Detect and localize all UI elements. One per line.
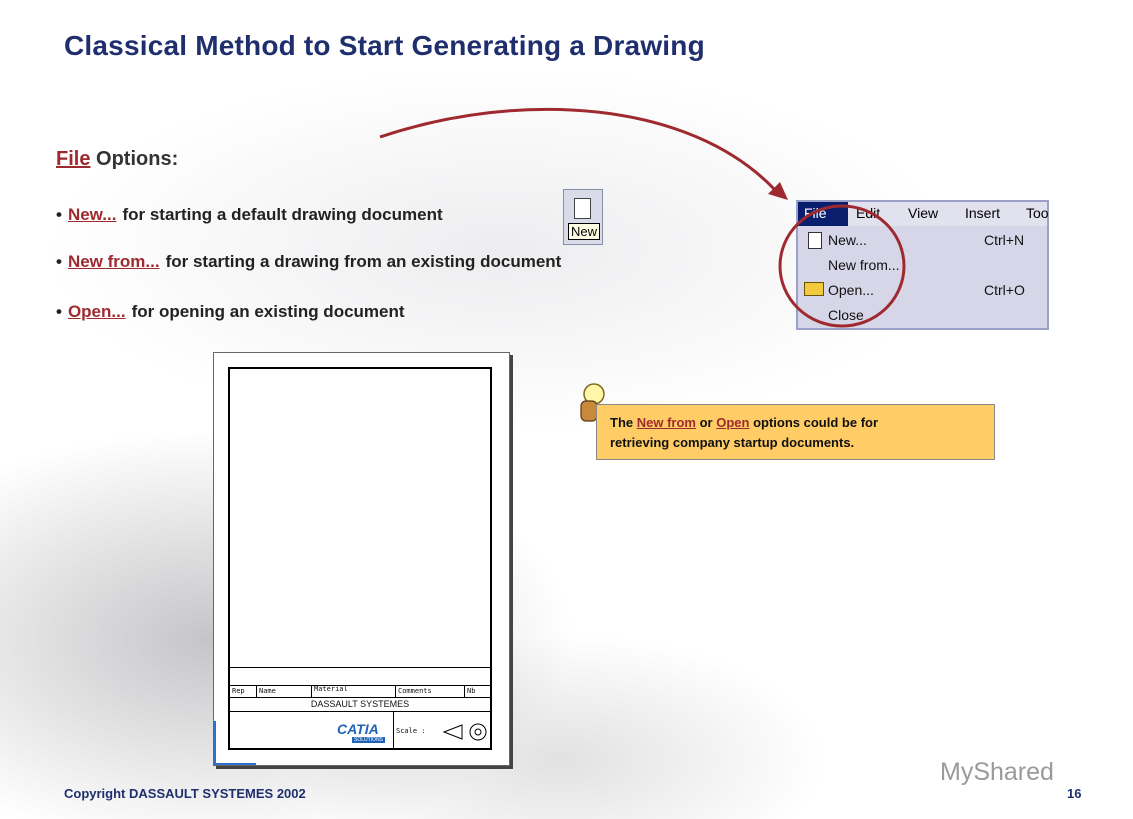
company-name: DASSAULT SYSTEMES bbox=[310, 699, 410, 709]
highlight-circle bbox=[780, 206, 904, 326]
projection-symbol-icon bbox=[442, 717, 492, 747]
column-comments: Comments bbox=[398, 687, 432, 695]
menu-view[interactable]: View bbox=[908, 205, 939, 221]
title-block-bottom-line bbox=[230, 711, 490, 712]
menu-tools[interactable]: Too bbox=[1026, 205, 1049, 221]
drawing-frame bbox=[228, 367, 492, 750]
tip-text-suffix: options could be for bbox=[753, 415, 879, 430]
slide-title: Classical Method to Start Generating a Drawing bbox=[64, 30, 705, 61]
title-block-divider bbox=[256, 685, 257, 697]
file-options-rest: Options: bbox=[96, 148, 179, 170]
menu-insert[interactable]: Insert bbox=[965, 205, 1001, 221]
title-block-divider bbox=[393, 711, 394, 750]
bullet-dot: • bbox=[56, 252, 62, 271]
tip-link-open[interactable]: Open bbox=[716, 415, 750, 430]
drawing-sheet bbox=[213, 352, 510, 766]
menu-item-new-from[interactable]: New from... bbox=[828, 257, 900, 273]
shortcut-open: Ctrl+O bbox=[984, 282, 1025, 298]
menu-file[interactable]: File bbox=[798, 202, 848, 226]
watermark: MyShared bbox=[940, 758, 1054, 786]
copyright: Copyright DASSAULT SYSTEMES 2002 bbox=[64, 786, 306, 801]
menu-item-close[interactable]: Close bbox=[828, 307, 864, 323]
bullet-dot: • bbox=[56, 205, 62, 224]
title-block-top-line bbox=[230, 667, 490, 668]
column-nb: Nb bbox=[467, 687, 476, 695]
column-rep: Rep bbox=[232, 687, 245, 695]
menu-edit[interactable]: Edit bbox=[856, 205, 881, 221]
bullet-link-new[interactable]: New... bbox=[67, 205, 117, 224]
tip-box bbox=[596, 404, 995, 460]
tip-text-mid: or bbox=[699, 415, 713, 430]
tip-link-new-from[interactable]: New from bbox=[636, 415, 696, 430]
tip-text-prefix: The bbox=[610, 415, 634, 430]
scale-label: Scale : bbox=[396, 727, 426, 735]
bullet-text-new: for starting a default drawing document bbox=[122, 205, 443, 224]
new-tooltip: New bbox=[568, 223, 600, 240]
column-material: Material bbox=[314, 685, 348, 693]
title-block-divider bbox=[464, 685, 465, 697]
menu-item-new[interactable]: New... bbox=[828, 232, 867, 248]
tip-text-line2: retrieving company startup documents. bbox=[610, 435, 855, 450]
file-options-file-word: File bbox=[56, 148, 91, 170]
catia-logo: CATIA bbox=[337, 721, 379, 737]
shortcut-new: Ctrl+N bbox=[984, 232, 1025, 248]
bullet-text-new-from: for starting a drawing from an existing document bbox=[165, 252, 562, 271]
page-number: 16 bbox=[1067, 786, 1082, 801]
column-name: Name bbox=[259, 687, 276, 695]
axis-horizontal bbox=[214, 763, 256, 765]
axis-vertical bbox=[214, 721, 216, 763]
catia-logo-sub: SOLUTIONS bbox=[354, 737, 383, 743]
title-block-divider bbox=[311, 685, 312, 697]
title-block-divider bbox=[395, 685, 396, 697]
title-block-company-line bbox=[230, 697, 490, 698]
bullet-dot: • bbox=[56, 302, 62, 321]
bullet-link-open[interactable]: Open... bbox=[67, 302, 126, 321]
bullet-text-open: for opening an existing document bbox=[131, 302, 405, 321]
menu-item-open[interactable]: Open... bbox=[828, 282, 874, 298]
bullet-link-new-from[interactable]: New from... bbox=[67, 252, 160, 271]
title-block-header-line bbox=[230, 685, 490, 686]
